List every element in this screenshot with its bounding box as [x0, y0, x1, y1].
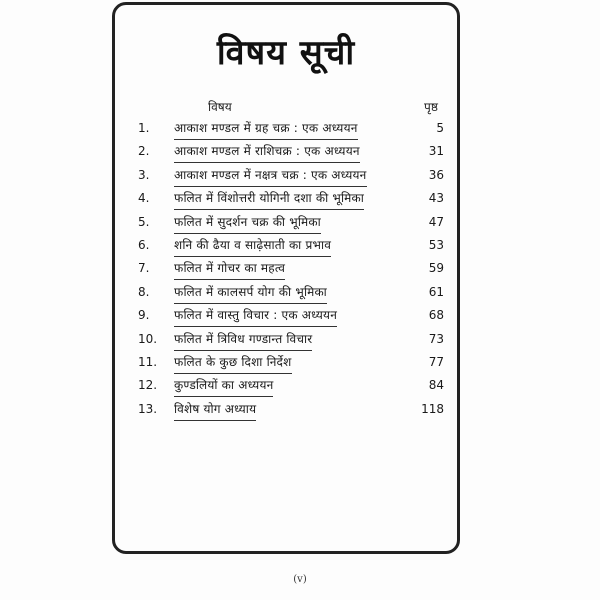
- toc-entry: [128, 305, 452, 328]
- toc-entry: [128, 258, 452, 281]
- toc-entry: [128, 165, 452, 188]
- toc-entry: [128, 282, 452, 305]
- page-number-footer: (v): [293, 574, 307, 585]
- toc-entry: [128, 188, 452, 211]
- column-header-subject: विषय: [208, 100, 232, 114]
- entry-title: फलित के कुछ दिशा निर्देश: [174, 352, 292, 374]
- table-of-contents: [128, 118, 452, 422]
- toc-entry: [128, 399, 452, 422]
- entry-title: फलित में विंशोत्तरी योगिनी दशा की भूमिका: [174, 188, 364, 210]
- entry-title: फलित में सुदर्शन चक्र की भूमिका: [174, 212, 321, 234]
- entry-number: 7.: [138, 261, 150, 276]
- page-title: विषय सूची: [216, 33, 356, 73]
- entry-page: 31: [428, 144, 444, 159]
- entry-page: 36: [428, 167, 444, 182]
- entry-number: 11.: [138, 354, 158, 369]
- entry-number: 4.: [138, 191, 150, 206]
- entry-title: फलित में कालसर्प योग की भूमिका: [174, 282, 327, 304]
- entry-page: 5: [436, 121, 444, 135]
- toc-entry: [128, 212, 452, 235]
- entry-title: आकाश मण्डल में नक्षत्र चक्र : एक अध्ययन: [174, 165, 367, 187]
- entry-title: फलित में गोचर का महत्व: [174, 258, 285, 280]
- entry-title: कुण्डलियों का अध्ययन: [174, 375, 273, 397]
- entry-page: 43: [428, 191, 444, 206]
- entry-page: 84: [428, 378, 444, 393]
- entry-page: 118: [421, 401, 444, 416]
- entry-page: 73: [428, 331, 444, 346]
- entry-number: 9.: [138, 308, 150, 323]
- entry-number: 1.: [138, 121, 150, 135]
- toc-entry: [128, 329, 452, 352]
- entry-title: विशेष योग अध्याय: [174, 399, 256, 421]
- toc-entry: [128, 352, 452, 375]
- entry-title: आकाश मण्डल में ग्रह चक्र : एक अध्ययन: [174, 118, 358, 140]
- entry-page: 77: [428, 354, 444, 369]
- column-header-page: पृष्ठ: [424, 100, 438, 114]
- entry-number: 2.: [138, 144, 150, 159]
- entry-page: 47: [428, 214, 444, 229]
- entry-title: शनि की ढैया व साढ़ेसाती का प्रभाव: [174, 235, 331, 257]
- toc-entry: [128, 375, 452, 398]
- entry-number: 12.: [138, 378, 158, 393]
- entry-page: 61: [428, 284, 444, 299]
- entry-number: 5.: [138, 214, 150, 229]
- entry-number: 10.: [138, 331, 158, 346]
- entry-title: आकाश मण्डल में राशिचक्र : एक अध्ययन: [174, 141, 360, 163]
- entry-number: 8.: [138, 284, 150, 299]
- entry-page: 59: [428, 261, 444, 276]
- toc-entry: [128, 141, 452, 164]
- entry-title: फलित में त्रिविध गण्डान्त विचार: [174, 329, 312, 351]
- entry-number: 13.: [138, 401, 158, 416]
- toc-entry: [128, 118, 452, 141]
- entry-page: 68: [428, 308, 444, 323]
- entry-number: 6.: [138, 237, 150, 252]
- entry-page: 53: [428, 237, 444, 252]
- entry-number: 3.: [138, 167, 150, 182]
- entry-title: फलित में वास्तु विचार : एक अध्ययन: [174, 305, 337, 327]
- toc-entry: [128, 235, 452, 258]
